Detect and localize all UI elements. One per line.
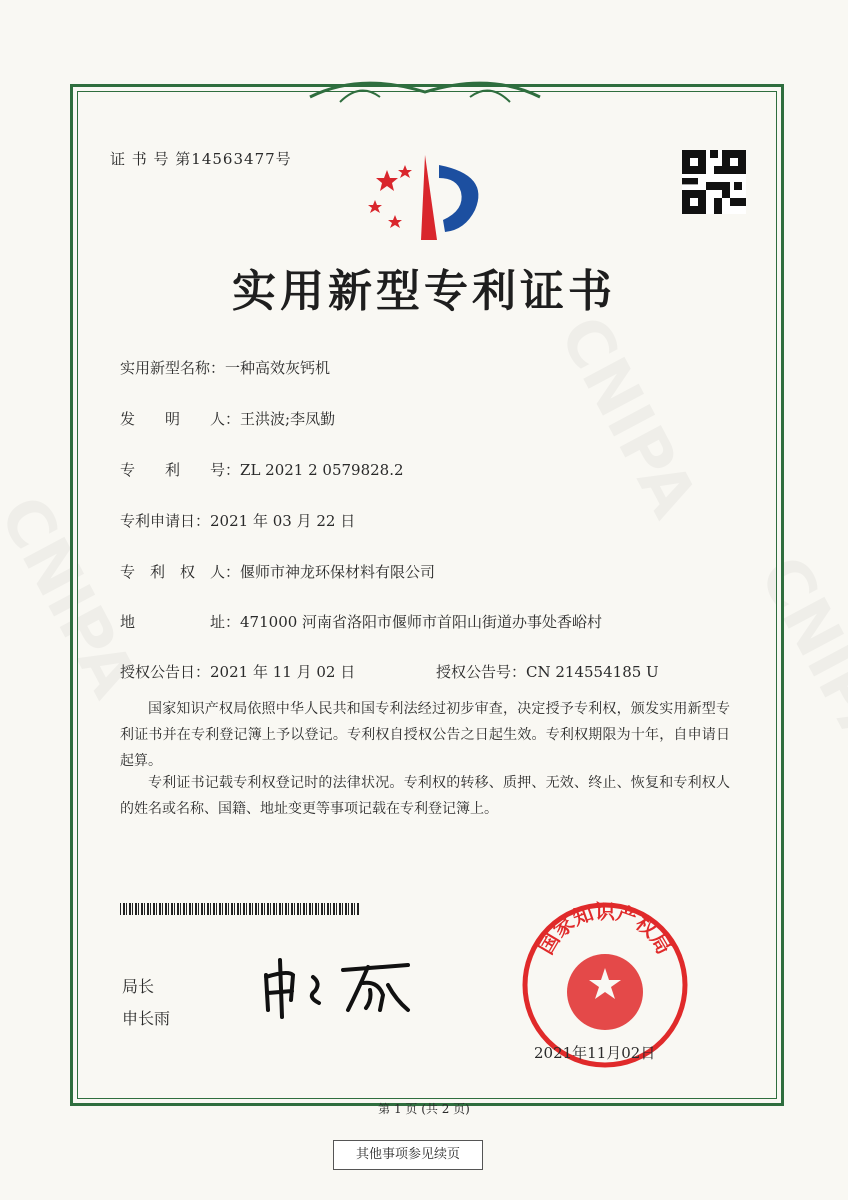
- page-title: 实用新型专利证书: [232, 266, 616, 317]
- field-patent-number: 专 利 号：ZL 2021 2 0579828.2: [120, 461, 404, 479]
- barcode: [120, 903, 360, 915]
- statement-paragraph: 专利证书记载专利权登记时的法律状况。专利权的转移、质押、无效、终止、恢复和专利权人的姓名或名称、国籍、地址变更等事项记载在专利登记簿上。: [120, 775, 730, 817]
- cnipa-logo-icon: [365, 150, 490, 245]
- svg-text:国家知识产权局: 国家知识产权局: [533, 900, 677, 959]
- page-number: 第 1 页 (共 2 页): [378, 1102, 470, 1116]
- field-patentee: 专 利 权 人：偃师市神龙环保材料有限公司: [120, 563, 436, 581]
- qr-code: [682, 150, 746, 214]
- field-inventor: 发 明 人：王洪波;李凤勤: [120, 410, 336, 428]
- signatory-title: 局长: [122, 977, 155, 996]
- seal-date: 2021年11月02日: [534, 1044, 656, 1062]
- certificate-number: 证 书 号 第14563477号: [110, 150, 292, 168]
- signature: [258, 955, 438, 1020]
- statement-paragraph: 国家知识产权局依照中华人民共和国专利法经过初步审查，决定授予专利权，颁发实用新型专利证书并在专利登记簿上予以登记。专利权自授权公告之日起生效。专利权期限为十年，自申请日起算。: [120, 701, 730, 769]
- field-utility-model-name: 实用新型名称：一种高效灰钙机: [120, 359, 331, 377]
- ornament-top: [300, 72, 550, 112]
- field-application-date: 专利申请日：2021 年 03 月 22 日: [120, 512, 356, 530]
- field-address: 地 址：471000 河南省洛阳市偃师市首阳山街道办事处香峪村: [120, 613, 603, 631]
- continued-note: 其他事项参见续页: [333, 1140, 483, 1170]
- signatory-name: 申长雨: [122, 1009, 171, 1028]
- field-grant-date: 授权公告日：2021 年 11 月 02 日: [120, 663, 356, 681]
- field-grant-number: 授权公告号：CN 214554185 U: [436, 663, 659, 681]
